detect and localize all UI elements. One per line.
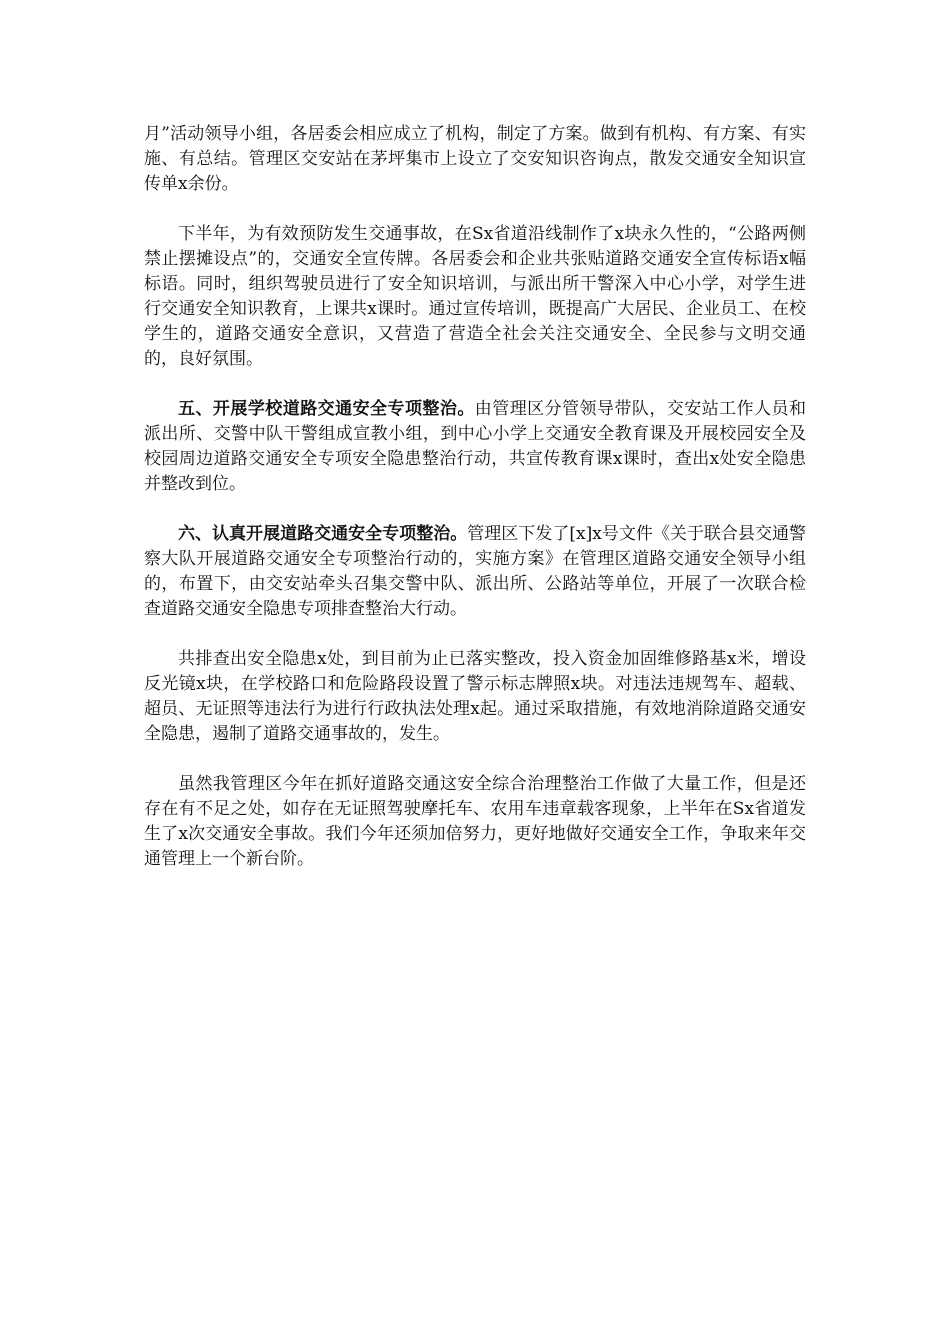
paragraph-2: [144, 222, 806, 372]
paragraph-5: [144, 647, 806, 747]
paragraph-6-text: 虽然我管理区今年在抓好道路交通这安全综合治理整治工作做了大量工作，但是还存在有不足之处，如存在无证照驾驶摩托车、农用车违章载客现象，上半年在Sx省道发生了x次交通安全事故。我们今年还须加倍努力，更好地做好交通安全工作，争取来年交通管理上一个新台阶。: [144, 774, 806, 869]
paragraph-1: [144, 122, 806, 197]
paragraph-3: [144, 397, 806, 497]
section-heading-5: 五、开展学校道路交通安全专项整治。: [178, 399, 475, 419]
document-body: [144, 122, 806, 897]
paragraph-4: [144, 522, 806, 622]
paragraph-2-text: 下半年，为有效预防发生交通事故，在Sx省道沿线制作了x块永久性的，“公路两侧禁止摆摊设点”的，交通安全宣传牌。各居委会和企业共张贴道路交通安全宣传标语x幅标语。同时，组织驾驶员进行了安全知识培训，与派出所干警深入中心小学，对学生进行交通安全知识教育，上课共x课时。通过宣传培训，既提高广大居民、企业员工、在校学生的，道路交通安全意识，又营造了营造全社会关注交通安全、全民参与文明交通的，良好氛围。: [144, 224, 806, 369]
paragraph-5-text: 共排查出安全隐患x处，到目前为止已落实整改，投入资金加固维修路基x米，增设反光镜x块，在学校路口和危险路段设置了警示标志牌照x块。对违法违规驾车、超载、超员、无证照等违法行为进行行政执法处理x起。通过采取措施，有效地消除道路交通安全隐患，遏制了道路交通事故的，发生。: [144, 649, 806, 744]
paragraph-6: [144, 772, 806, 872]
paragraph-3-text: 由管理区分管领导带队，交安站工作人员和派出所、交警中队干警组成宣教小组，到中心小学上交通安全教育课及开展校园安全及校园周边道路交通安全专项安全隐患整治行动，共宣传教育课x课时，查出x处安全隐患并整改到位。: [144, 399, 807, 494]
paragraph-4-text: 管理区下发了[x]x号文件《关于联合县交通警察大队开展道路交通安全专项整治行动的，实施方案》在管理区道路交通安全领导小组的，布置下，由交安站牵头召集交警中队、派出所、公路站等单位，开展了一次联合检查道路交通安全隐患专项排查整治大行动。: [144, 524, 806, 619]
section-heading-6: 六、认真开展道路交通安全专项整治。: [178, 524, 468, 544]
paragraph-1-text: 月”活动领导小组，各居委会相应成立了机构，制定了方案。做到有机构、有方案、有实施、有总结。管理区交安站在茅坪集市上设立了交安知识咨询点，散发交通安全知识宣传单x余份。: [144, 124, 806, 194]
